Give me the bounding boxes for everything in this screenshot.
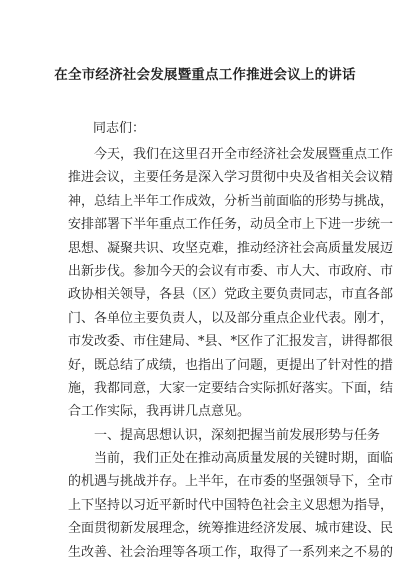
text-line: 思想、凝聚共识、攻坚克难，推动经济社会高质量发展迈	[68, 240, 394, 256]
text-line: 的机遇与挑战并存。上半年，在市委的坚强领导下，全市	[68, 474, 394, 490]
text-line: 今天，我们在这里召开全市经济社会发展暨重点工作	[94, 147, 394, 162]
document-body	[68, 114, 394, 564]
text-line: 上下坚持以习近平新时代中国特色社会主义思想为指导，	[68, 497, 394, 513]
document-title: 在全市经济社会发展暨重点工作推进会议上的讲话	[54, 67, 356, 83]
text-line: 全面贯彻新发展理念，统筹推进经济发展、城市建设、民	[68, 521, 394, 537]
text-line: 政协相关领导，各县（区）党政主要负责同志，市直各部	[68, 287, 394, 303]
text-line: 安排部署下半年重点工作任务，动员全市上下进一步统一	[68, 217, 394, 233]
text-line: 市发改委、市住建局、*县、*区作了汇报发言，讲得都很	[68, 334, 394, 350]
text-line: 当前，我们正处在推动高质量发展的关键时期，面临	[94, 451, 394, 467]
body-lines	[68, 143, 394, 564]
text-line: 生改善、社会治理等各项工作，取得了一系列来之不易的	[68, 544, 394, 560]
text-line: 合工作实际，我再讲几点意见。	[68, 404, 251, 420]
text-line: 出新步伐。参加今天的会议有市委、市人大、市政府、市	[68, 263, 394, 279]
text-line: 一、提高思想认识，深刻把握当前发展形势与任务	[94, 427, 381, 443]
text-line: 推进会议，主要任务是深入学习贯彻中央及省相关会议精	[68, 170, 394, 186]
text-line: 门、各单位主要负责人，以及部分重点企业代表。刚才，	[68, 310, 394, 326]
text-line: 好，既总结了成绩，也指出了问题，更提出了针对性的措	[68, 357, 394, 373]
text-line: 施，我都同意，大家一定要结合实际抓好落实。下面，结	[68, 380, 394, 396]
text-line: 神，总结上半年工作成效，分析当前面临的形势与挑战，	[68, 193, 394, 209]
salutation: 同志们：	[93, 121, 146, 136]
